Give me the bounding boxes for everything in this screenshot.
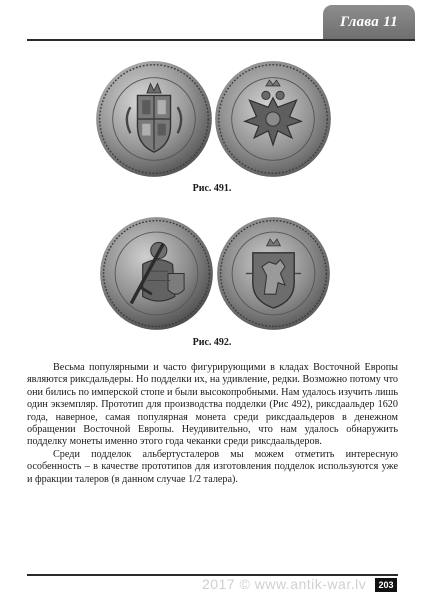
page-number: 203	[375, 578, 397, 592]
header-rule	[27, 39, 415, 41]
chapter-tab	[323, 5, 415, 39]
paragraph: Весьма популярными и часто фигурирующими в кладах Восточной Европы являются риксдальдеры. Но подделки их, на удивление, редки. Возможно потому что они бились по имперской стопе и были высокопробными. Нам удалось изучить лишь один экземпляр. Прототип для производства подделки (Рис 492), риксдаальдер 1620 года, наверное, самая популярная монета среди риксдаальдеров в денежном обращении Восточной Европы. Неудивительно, что нам удалось обнаружить подделку монеты именно этого года чеканки среди риксдаальдеров.	[27, 362, 398, 448]
coat-of-arms-coin-icon	[95, 60, 213, 178]
watermark: 2017 © www.antik-war.lv	[202, 576, 367, 592]
paragraph: Среди подделок альбертусталеров мы можем отметить интересную особенность – в качестве прототипов для изготовления подделок используются уже и фракции талеров (в данном случае 1/2 талера).	[27, 448, 398, 485]
figure-492-caption: Рис. 492.	[192, 337, 232, 348]
article-body	[27, 362, 398, 486]
figure-491-caption: Рис. 491.	[192, 183, 232, 194]
lion-shield-coin-icon	[216, 216, 331, 331]
knight-with-sword-coin-icon	[99, 216, 214, 331]
double-eagle-coin-icon	[214, 60, 332, 178]
chapter-label: Глава 11	[340, 14, 398, 30]
